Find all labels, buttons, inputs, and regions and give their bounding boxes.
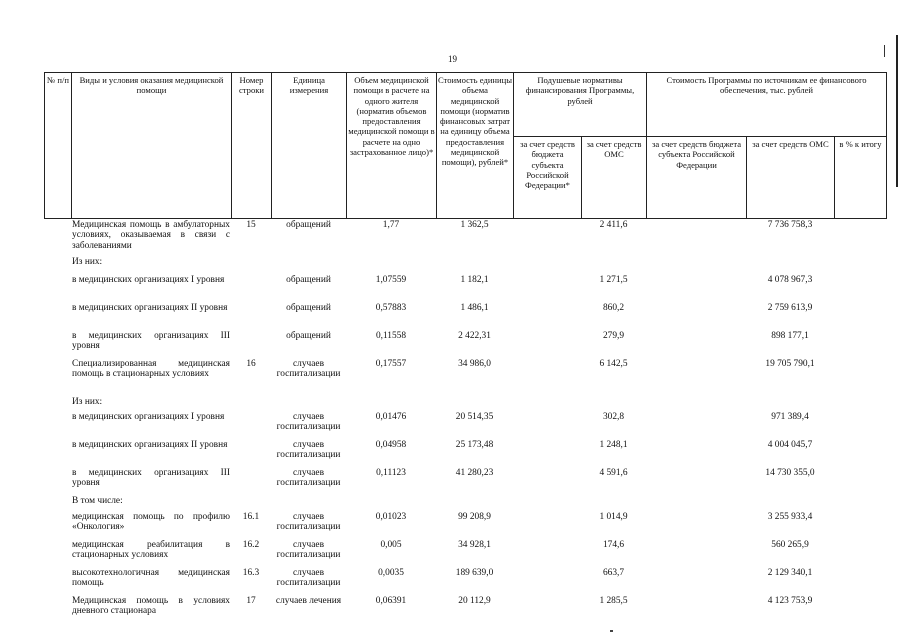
row-line <box>231 331 271 359</box>
row-unit: обращений <box>286 303 331 313</box>
row-volume: 0,01476 <box>375 412 407 422</box>
row-pc-budget <box>513 359 581 397</box>
row-unit: случаев госпитализации <box>276 440 341 461</box>
row-type: медицинская помощь по профилю «Онкология» <box>72 512 230 533</box>
row-type: Медицинская помощь в условиях дневного стационара <box>72 596 230 617</box>
row-cost: 41 280,23 <box>455 468 494 478</box>
row-pct <box>834 412 886 440</box>
row-pc-budget <box>513 568 581 596</box>
row-cost: 99 208,9 <box>458 512 491 522</box>
row-prog-oms: 14 730 355,0 <box>765 468 815 478</box>
table-row <box>44 275 886 303</box>
row-pc-budget <box>513 512 581 540</box>
row-type: в медицинских организациях II уровня <box>72 303 228 313</box>
row-pc-oms: 860,2 <box>602 303 625 313</box>
row-unit: случаев лечения <box>275 596 342 606</box>
row-pc-budget <box>513 331 581 359</box>
row-unit: случаев госпитализации <box>276 359 341 380</box>
row-pct <box>834 359 886 397</box>
row-pct <box>834 220 886 257</box>
row-prog-oms: 19 705 790,1 <box>765 359 815 369</box>
row-unit: случаев госпитализации <box>276 568 341 589</box>
scan-edge-mark <box>896 35 898 187</box>
row-type: медицинская реабилитация в стационарных условиях <box>72 540 230 561</box>
row-pc-budget <box>513 540 581 568</box>
row-line: 16.2 <box>242 540 260 550</box>
row-prog-budget <box>646 540 746 568</box>
row-pc-budget <box>513 412 581 440</box>
row-type: высокотехнологичная медицинская помощь <box>72 568 230 589</box>
header-percapita-budget: за счет средств бюджета субъекта Российской Федерации* <box>514 137 582 219</box>
row-pct <box>834 303 886 331</box>
row-line <box>231 275 271 303</box>
row-unit: случаев госпитализации <box>276 512 341 533</box>
row-prog-oms: 4 004 045,7 <box>767 440 813 450</box>
row-prog-oms: 560 265,9 <box>771 540 809 550</box>
row-line: 16 <box>246 359 256 369</box>
row-prog-budget <box>646 303 746 331</box>
header-cost: Стоимость единицы объема медицинской помощи (норматив финансовых затрат на единицу объема предоставления медицинской помощи), рублей* <box>437 73 514 219</box>
row-pct <box>834 468 886 496</box>
table-row <box>44 468 886 496</box>
row-cost: 2 422,31 <box>458 331 491 341</box>
table-header <box>44 72 887 219</box>
row-volume: 1,77 <box>382 220 400 230</box>
header-percapita: Подушевые нормативы финансирования Программы, рублей <box>514 73 647 137</box>
row-pc-oms: 663,7 <box>602 568 625 578</box>
row-prog-budget <box>646 468 746 496</box>
row-pc-oms: 279,9 <box>602 331 625 341</box>
row-volume: 0,0035 <box>378 568 404 578</box>
header-program-cost: Стоимость Программы по источникам ее финансового обеспечения, тыс. рублей <box>647 73 887 137</box>
header-prog-budget: за счет средств бюджета субъекта Российской Федерации <box>647 137 747 219</box>
row-volume: 0,17557 <box>375 359 407 369</box>
table-row <box>44 568 886 596</box>
row-line: 16.3 <box>242 568 260 578</box>
row-pc-budget <box>513 220 581 257</box>
row-volume: 0,01023 <box>375 512 407 522</box>
row-cost: 1 362,5 <box>460 220 489 230</box>
row-prog-budget <box>646 412 746 440</box>
row-line: 15 <box>246 220 256 230</box>
row-pct <box>834 540 886 568</box>
row-unit: случаев госпитализации <box>276 540 341 561</box>
row-prog-oms: 4 123 753,9 <box>767 596 813 606</box>
row-pc-oms: 174,6 <box>602 540 625 550</box>
row-cost: 1 486,1 <box>460 303 489 313</box>
header-type: Виды и условия оказания медицинской помощи <box>72 73 232 219</box>
data-table <box>44 220 886 624</box>
row-pc-budget <box>513 275 581 303</box>
page-number: 19 <box>448 54 457 64</box>
row-type: Из них: <box>72 397 103 407</box>
row-prog-budget <box>646 359 746 397</box>
row-line <box>231 440 271 468</box>
row-pct <box>834 275 886 303</box>
row-type: в медицинских организациях II уровня <box>72 440 228 450</box>
row-cost: 25 173,48 <box>455 440 494 450</box>
header-line: Номер строки <box>232 73 272 219</box>
table-row <box>44 331 886 359</box>
row-type: Специализированная медицинская помощь в стационарных условиях <box>72 359 230 380</box>
row-prog-oms: 2 759 613,9 <box>767 303 813 313</box>
row-prog-budget <box>646 331 746 359</box>
row-unit: случаев госпитализации <box>276 412 341 433</box>
row-line <box>231 303 271 331</box>
row-line: 17 <box>246 596 256 606</box>
header-volume: Объем медицинской помощи в расчете на одного жителя (норматив объемов предоставления медицинской помощи в расчете на одно застрахованное лицо)* <box>347 73 437 219</box>
row-type: Из них: <box>72 257 103 267</box>
row-unit: случаев госпитализации <box>276 468 341 489</box>
table-row <box>44 303 886 331</box>
row-prog-oms: 971 389,4 <box>771 412 809 422</box>
row-pc-oms: 1 285,5 <box>599 596 628 606</box>
row-type: в медицинских организациях III уровня <box>72 468 230 489</box>
row-volume: 0,005 <box>380 540 402 550</box>
row-prog-oms: 2 129 340,1 <box>767 568 813 578</box>
row-prog-oms: 3 255 933,4 <box>767 512 813 522</box>
row-line <box>231 412 271 440</box>
table-row <box>44 496 886 512</box>
row-prog-budget <box>646 596 746 624</box>
row-pc-oms: 1 271,5 <box>599 275 628 285</box>
row-volume: 1,07559 <box>375 275 407 285</box>
row-pc-oms: 4 591,6 <box>599 468 628 478</box>
table-row <box>44 397 886 412</box>
row-prog-oms: 898 177,1 <box>771 331 809 341</box>
row-volume: 0,11558 <box>375 331 407 341</box>
header-unit: Единица измерения <box>272 73 347 219</box>
header-no: № п/п <box>45 73 72 219</box>
header-prog-oms: за счет средств ОМС <box>747 137 835 219</box>
row-unit: обращений <box>286 275 331 285</box>
row-pc-oms: 1 014,9 <box>599 512 628 522</box>
row-cost: 34 986,0 <box>458 359 491 369</box>
row-pct <box>834 512 886 540</box>
row-prog-budget <box>646 440 746 468</box>
row-type: в медицинских организациях I уровня <box>72 412 225 422</box>
table-row <box>44 440 886 468</box>
row-unit: обращений <box>286 331 331 341</box>
table-row <box>44 359 886 397</box>
row-type: Медицинская помощь в амбулаторных условиях, оказываемая в связи с заболеваниями <box>72 220 230 251</box>
row-type: В том числе: <box>72 496 123 506</box>
row-volume: 0,57883 <box>375 303 407 313</box>
row-unit: обращений <box>286 220 331 230</box>
scan-edge-tick <box>884 45 885 57</box>
row-cost: 34 928,1 <box>458 540 491 550</box>
row-cost: 1 182,1 <box>460 275 489 285</box>
table-row <box>44 412 886 440</box>
row-pc-oms: 302,8 <box>602 412 625 422</box>
row-prog-oms: 7 736 758,3 <box>767 220 813 230</box>
row-pc-oms: 1 248,1 <box>599 440 628 450</box>
row-prog-budget <box>646 275 746 303</box>
table-row <box>44 257 886 275</box>
row-line: 16.1 <box>242 512 260 522</box>
row-volume: 0,06391 <box>375 596 407 606</box>
row-prog-budget <box>646 512 746 540</box>
row-pc-budget <box>513 440 581 468</box>
header-prog-pct: в % к итогу <box>835 137 887 219</box>
table-row <box>44 596 886 624</box>
row-pc-budget <box>513 596 581 624</box>
table-row <box>44 540 886 568</box>
row-cost: 20 514,35 <box>455 412 494 422</box>
row-prog-budget <box>646 568 746 596</box>
row-pct <box>834 568 886 596</box>
row-pct <box>834 440 886 468</box>
row-line <box>231 468 271 496</box>
row-prog-budget <box>646 220 746 257</box>
row-type: в медицинских организациях I уровня <box>72 275 225 285</box>
row-pc-oms: 2 411,6 <box>599 220 628 230</box>
header-percapita-oms: за счет средств ОМС <box>582 137 647 219</box>
table-row <box>44 512 886 540</box>
scan-speck <box>610 630 613 632</box>
row-pct <box>834 331 886 359</box>
row-volume: 0,11123 <box>376 468 406 478</box>
row-pct <box>834 596 886 624</box>
row-prog-oms: 4 078 967,3 <box>767 275 813 285</box>
row-type: в медицинских организациях III уровня <box>72 331 230 352</box>
table-row <box>44 220 886 257</box>
row-pc-budget <box>513 303 581 331</box>
row-cost: 20 112,9 <box>458 596 491 606</box>
row-volume: 0,04958 <box>375 440 407 450</box>
row-pc-budget <box>513 468 581 496</box>
row-cost: 189 639,0 <box>455 568 494 578</box>
row-pc-oms: 6 142,5 <box>599 359 628 369</box>
